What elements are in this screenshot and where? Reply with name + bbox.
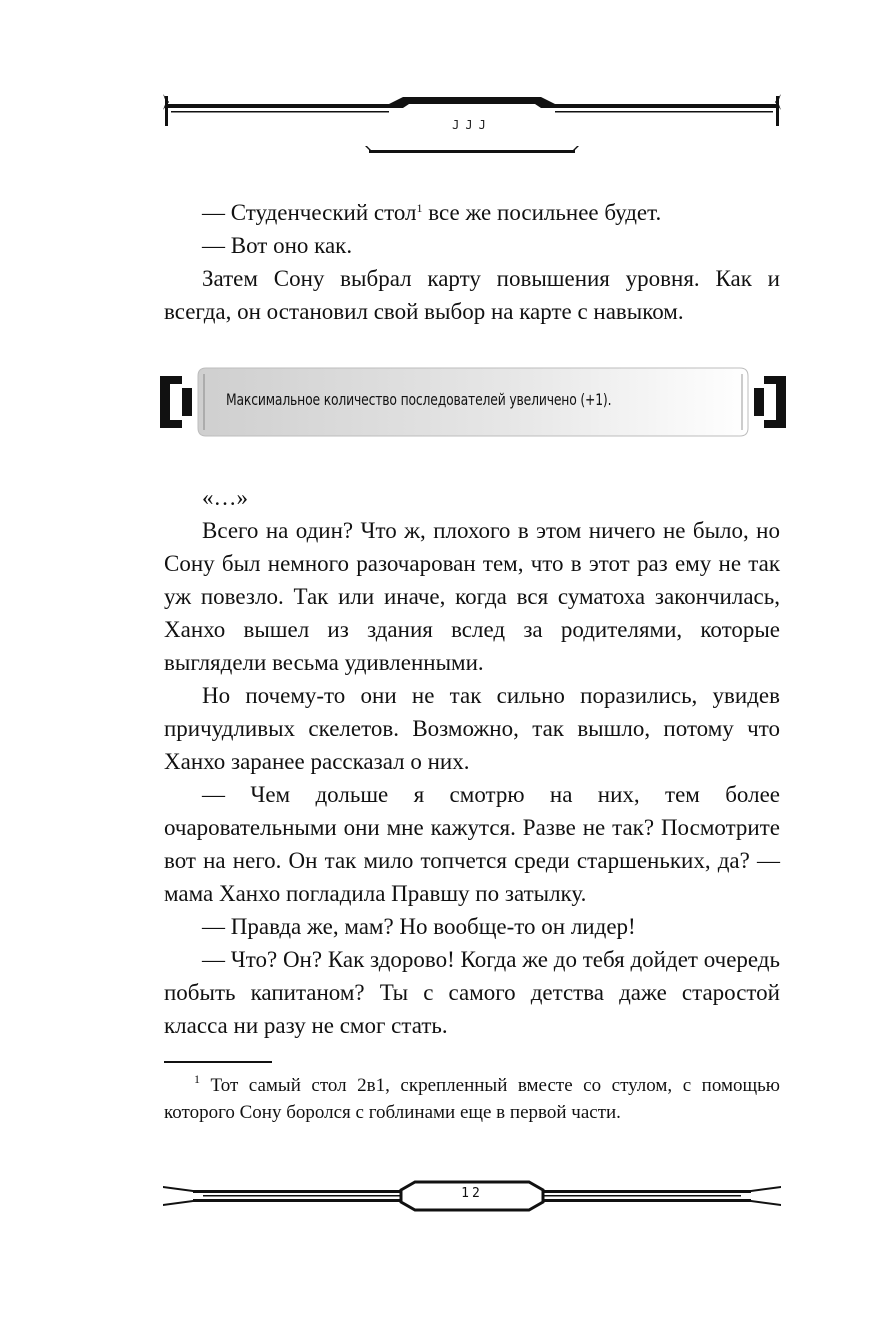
paragraph: «…»	[202, 485, 248, 510]
top-text	[164, 196, 780, 328]
page-number: 12	[461, 1186, 483, 1201]
dialogue-line: — Что? Он? Как здорово! Когда же до тебя дойдет очередь побыть капитаном? Ты с самого детства даже старостой класса ни разу не смог стать.	[164, 947, 780, 1038]
paragraph: Но почему-то они не так сильно поразились, увидев причудливых скелетов. Возможно, так вышло, потому что Ханхо заранее рассказал о них.	[164, 683, 780, 774]
system-message: Максимальное количество последователей увеличено (+1).	[226, 390, 612, 409]
footnote	[164, 1072, 780, 1126]
system-window	[160, 364, 786, 440]
paragraph: Всего на один? Что ж, плохого в этом ничего не было, но Сону был немного разочарован тем, что в этот раз ему не так уж повезло. Так или иначе, когда вся суматоха закончилась, Ханхо вышел из здания вслед за родителями, которые выглядели весьма удивленными.	[164, 518, 780, 675]
footer-ornament	[163, 1176, 781, 1216]
footnote-text: Тот самый стол 2в1, скрепленный вместе со стулом, с помощью которого Сону боролся с гоблинами еще в первой части.	[164, 1075, 781, 1123]
header-mark: JJJ	[452, 118, 492, 132]
main-text	[164, 481, 780, 1042]
dialogue-line: — Чем дольше я смотрю на них, тем более очаровательными они мне кажутся. Разве не так? Посмотрите вот на него. Он так мило топчется среди старшеньких, да? — мама Ханхо погладила Правшу по затылку.	[164, 782, 780, 906]
footnote-divider	[164, 1061, 272, 1063]
dialogue-line: — Вот оно как.	[202, 233, 353, 258]
paragraph: Затем Сону выбрал карту повышения уровня. Как и всегда, он остановил свой выбор на карте с навыком.	[164, 266, 780, 324]
footnote-marker: 1	[194, 1072, 200, 1086]
dialogue-line: — Правда же, мам? Но вообще-то он лидер!	[202, 914, 636, 939]
dialogue-line: — Студенческий стол$^1$ все же посильнее будет.	[202, 200, 662, 225]
header-ornament	[163, 92, 781, 162]
footnote-ref[interactable]: 1	[416, 201, 423, 215]
